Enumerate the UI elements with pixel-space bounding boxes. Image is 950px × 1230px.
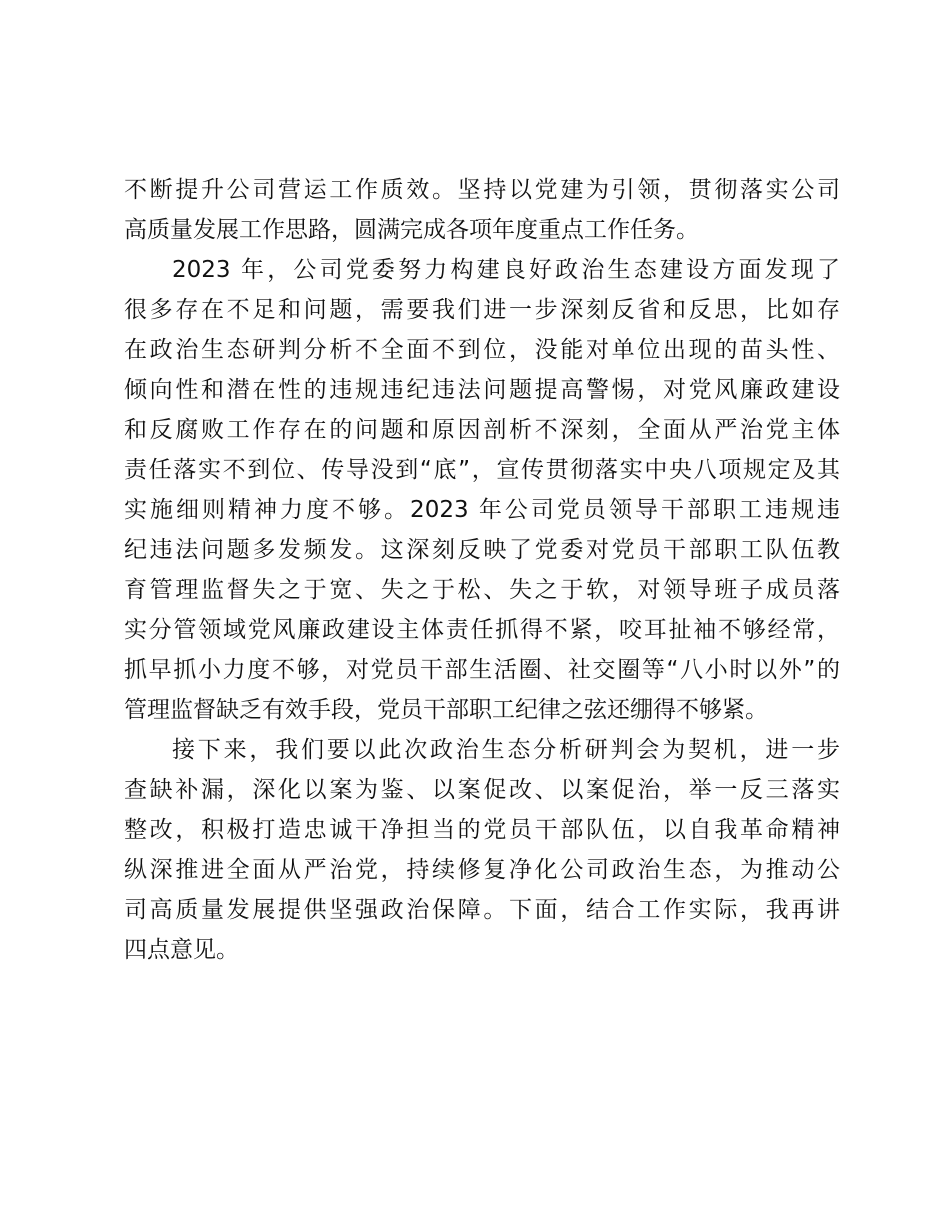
text-line: 不断提升公司营运工作质效。坚持以党建为引领，贯彻落实公司 bbox=[124, 177, 840, 203]
text-line: 高质量发展工作思路，圆满完成各项年度重点工作任务。 bbox=[124, 217, 699, 243]
text-line: 育管理监督失之于宽、失之于松、失之于软，对领导班子成员落 bbox=[124, 577, 840, 603]
text-line: 纵深推进全面从严治党，持续修复净化公司政治生态，为推动公 bbox=[124, 857, 840, 883]
text-line: 责任落实不到位、传导没到“底”，宣传贯彻落实中央八项规定及其 bbox=[124, 457, 840, 483]
text-line: 倾向性和潜在性的违规违纪违法问题提高警惕，对党风廉政建设 bbox=[124, 377, 840, 403]
text-line: 实施细则精神力度不够。2023 年公司党员领导干部职工违规违 bbox=[124, 497, 840, 523]
text-line: 整改，积极打造忠诚干净担当的党员干部队伍，以自我革命精神 bbox=[124, 817, 840, 843]
text-line: 在政治生态研判分析不全面不到位，没能对单位出现的苗头性、 bbox=[124, 337, 840, 363]
text-line: 很多存在不足和问题，需要我们进一步深刻反省和反思，比如存 bbox=[124, 297, 840, 323]
body-text bbox=[124, 170, 840, 970]
text-line: 抓早抓小力度不够，对党员干部生活圈、社交圈等“八小时以外”的 bbox=[124, 657, 840, 683]
text-line: 实分管领域党风廉政建设主体责任抓得不紧，咬耳扯袖不够经常， bbox=[124, 617, 840, 643]
text-line: 查缺补漏，深化以案为鉴、以案促改、以案促治，举一反三落实 bbox=[124, 777, 840, 803]
text-line: 四点意见。 bbox=[124, 937, 239, 963]
text-line: 纪违法问题多发频发。这深刻反映了党委对党员干部职工队伍教 bbox=[124, 537, 840, 563]
text-line: 司高质量发展提供坚强政治保障。下面，结合工作实际，我再讲 bbox=[124, 897, 840, 923]
paragraph-first-line: 2023 年，公司党委努力构建良好政治生态建设方面发现了 bbox=[172, 257, 840, 283]
paragraph-first-line: 接下来，我们要以此次政治生态分析研判会为契机，进一步 bbox=[172, 737, 840, 763]
text-line: 管理监督缺乏有效手段，党员干部职工纪律之弦还绷得不够紧。 bbox=[124, 697, 768, 723]
text-line: 和反腐败工作存在的问题和原因剖析不深刻，全面从严治党主体 bbox=[124, 417, 840, 443]
